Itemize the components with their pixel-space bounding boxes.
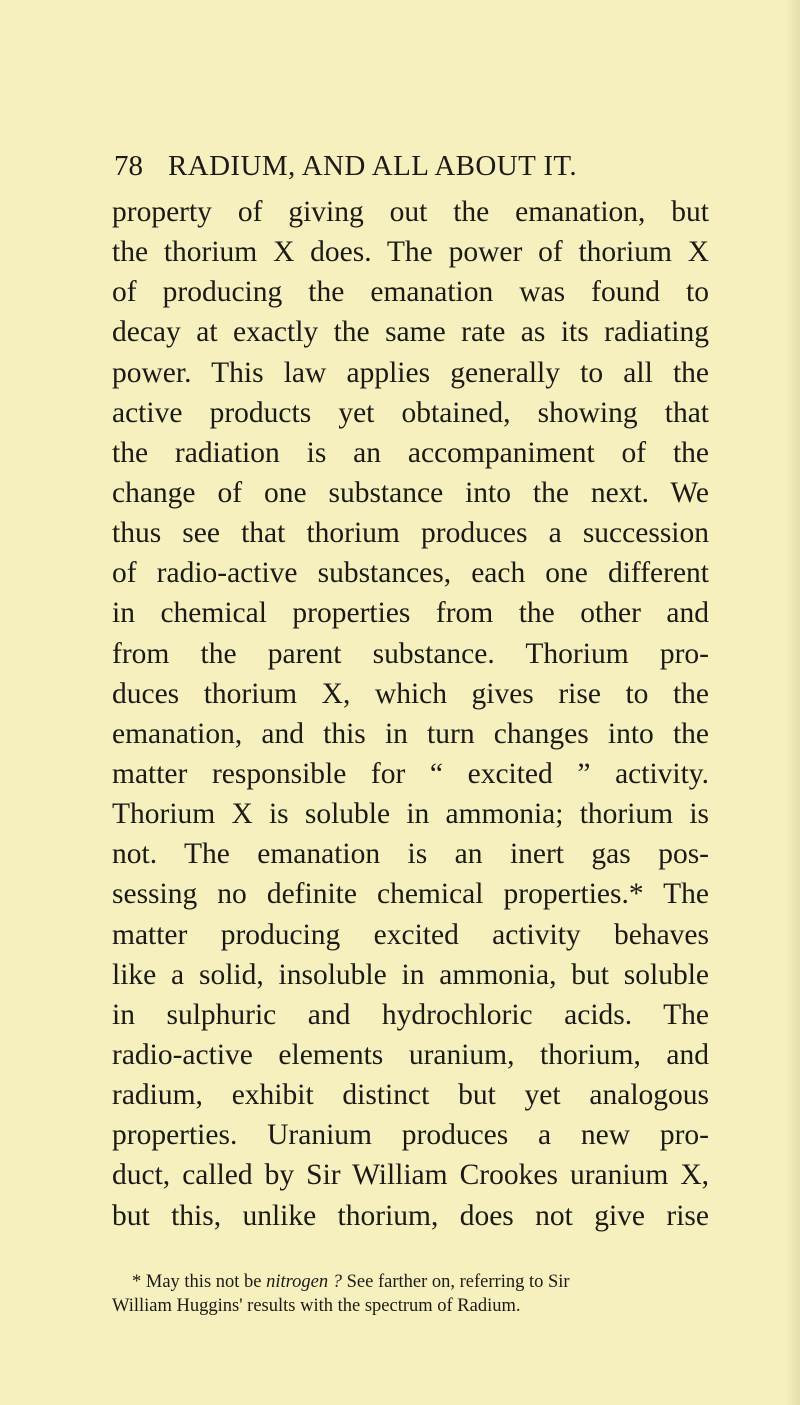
text-line: matter responsible for “ excited ” activity. xyxy=(112,757,709,790)
text-line: thus see that thorium produces a succession xyxy=(112,517,709,550)
text-line: matter producing excited activity behaves xyxy=(112,918,709,951)
text-line: the radiation is an accompaniment of the xyxy=(112,436,709,469)
footnote-line: William Huggins' results with the spectrum of Radium. xyxy=(112,1296,521,1316)
text-line: but this, unlike thorium, does not give rise xyxy=(112,1199,709,1232)
text-line: decay at exactly the same rate as its radiating xyxy=(112,316,709,349)
text-line: active products yet obtained, showing that xyxy=(112,396,709,429)
running-title: RADIUM, AND ALL ABOUT IT. xyxy=(168,150,578,182)
text-line: radio-active elements uranium, thorium, and xyxy=(112,1038,709,1071)
text-line: Thorium X is soluble in ammonia; thorium is xyxy=(112,798,709,831)
text-line: the thorium X does. The power of thorium X xyxy=(112,236,709,269)
text-line: of producing the emanation was found to xyxy=(112,276,709,309)
body-text xyxy=(112,192,709,1236)
text-line: change of one substance into the next. We xyxy=(112,476,709,509)
text-line: property of giving out the emanation, but xyxy=(112,196,709,228)
text-line: power. This law applies generally to all the xyxy=(112,356,709,389)
text-line: duct, called by Sir William Crookes uranium X, xyxy=(112,1159,709,1192)
page-edge-shadow xyxy=(786,0,800,1405)
footnote-text: See farther on, referring to Sir xyxy=(346,1272,570,1292)
page-number: 78 xyxy=(114,150,143,182)
text-line: sessing no definite chemical properties.* The xyxy=(112,878,709,911)
text-line: duces thorium X, which gives rise to the xyxy=(112,677,709,710)
text-line: from the parent substance. Thorium pro- xyxy=(112,637,709,670)
text-line: like a solid, insoluble in ammonia, but soluble xyxy=(112,958,709,991)
footnote-italic: nitrogen ? xyxy=(266,1272,343,1292)
text-line: properties. Uranium produces a new pro- xyxy=(112,1119,709,1152)
text-line: radium, exhibit distinct but yet analogous xyxy=(112,1079,709,1112)
text-line: of radio-active substances, each one different xyxy=(112,557,709,590)
footnote-line xyxy=(112,1270,709,1294)
text-line: in chemical properties from the other and xyxy=(112,597,709,630)
page-header xyxy=(114,146,674,186)
text-line: emanation, and this in turn changes into the xyxy=(112,717,709,750)
text-line: in sulphuric and hydrochloric acids. The xyxy=(112,998,709,1031)
footnote xyxy=(112,1270,709,1318)
text-line: not. The emanation is an inert gas pos- xyxy=(112,838,709,871)
footnote-text: * May this not be xyxy=(132,1272,262,1292)
